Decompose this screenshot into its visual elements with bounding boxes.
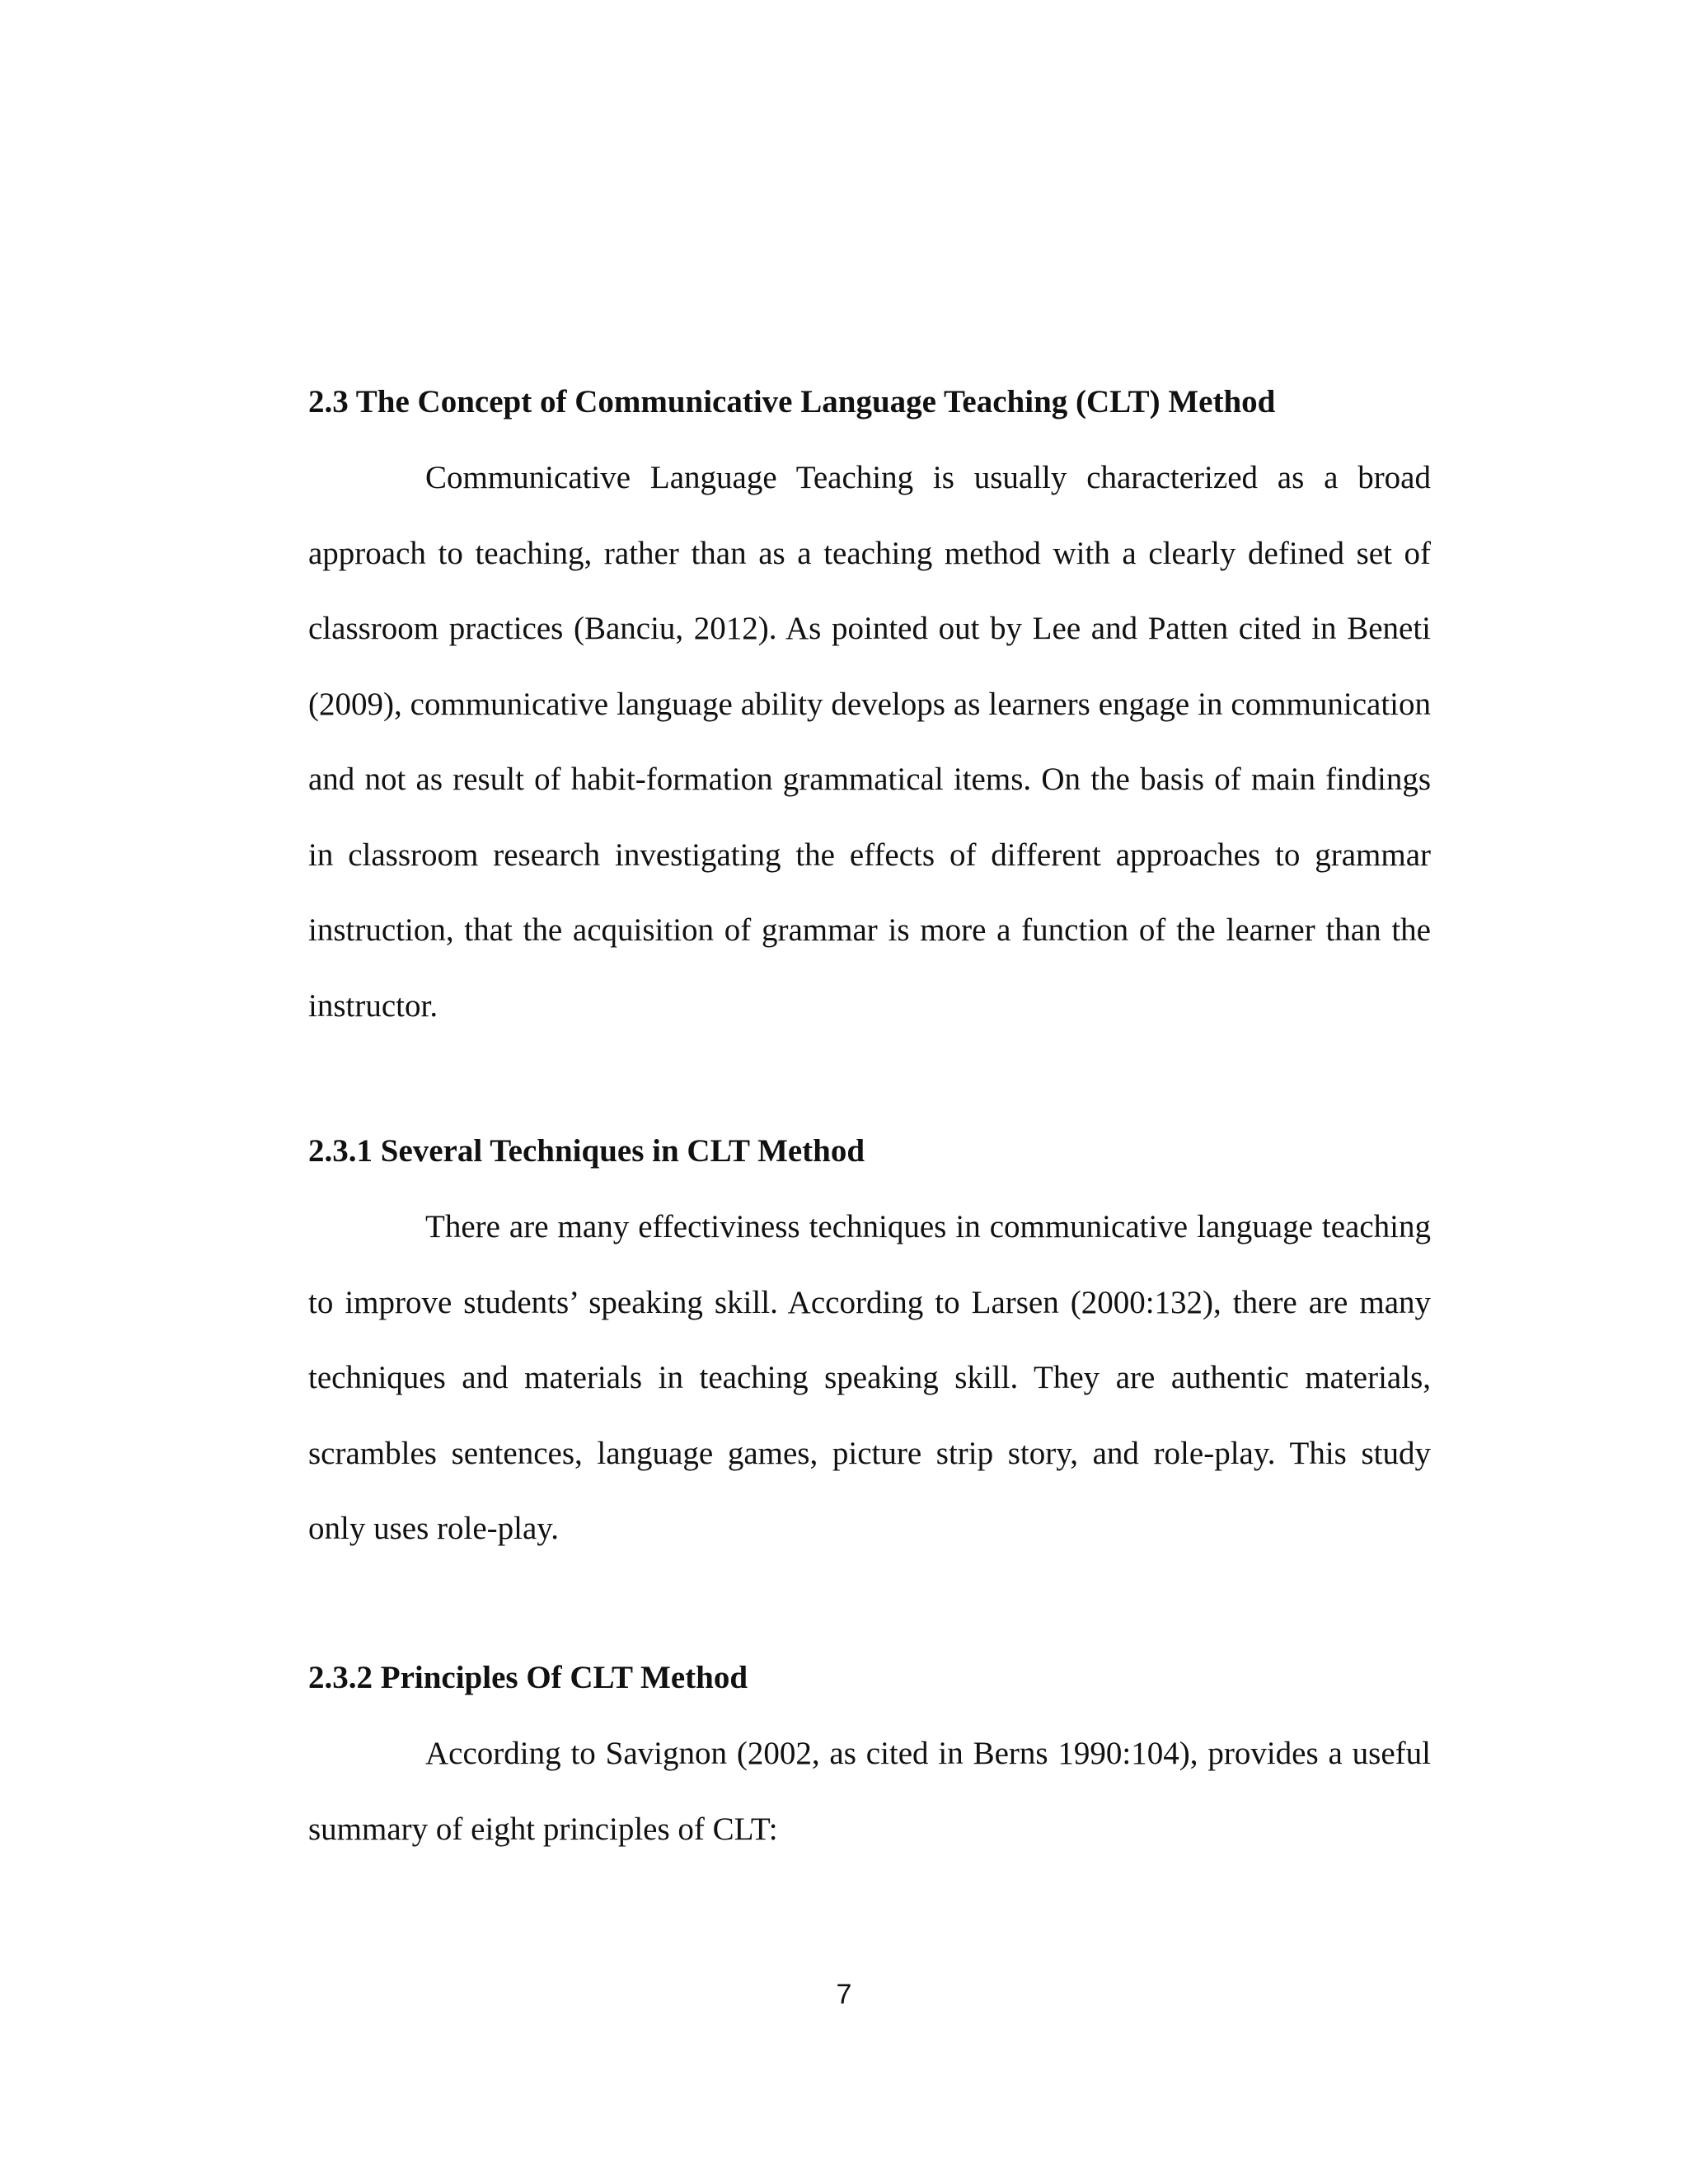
section-paragraph-2-3-1: There are many effectiviness techniques in communicative language teaching to improve students’ speaking skill. According to Larsen (2000:132), there are many techniques and materials in teaching speaking skill. They are authentic materials, scrambles sentences, language games, picture strip story, and role-play. This study only uses role-play. — [308, 1209, 1431, 1546]
section-heading-2-3: 2.3 The Concept of Communicative Language Teaching (CLT) Method — [308, 384, 1276, 419]
section-paragraph-2-3: Communicative Language Teaching is usually characterized as a broad approach to teaching, rather than as a teaching method with a clearly defined set of classroom practices (Banciu, 2012). As pointed out by Lee and Patten cited in Beneti (2009), communicative language ability develops as learners engage in communication and not as result of habit-formation grammatical items. On the basis of main findings in classroom research investigating the effects of different approaches to grammar instruction, that the acquisition of grammar is more a function of the learner than the instructor. — [308, 460, 1431, 1024]
section-heading-2-3-2: 2.3.2 Principles Of CLT Method — [308, 1660, 748, 1695]
section-paragraph-2-3-2: According to Savignon (2002, as cited in Berns 1990:104), provides a useful summary of eight principles of CLT: — [308, 1736, 1431, 1847]
page-number: 7 — [836, 1979, 852, 2010]
section-heading-2-3-1: 2.3.1 Several Techniques in CLT Method — [308, 1133, 865, 1169]
